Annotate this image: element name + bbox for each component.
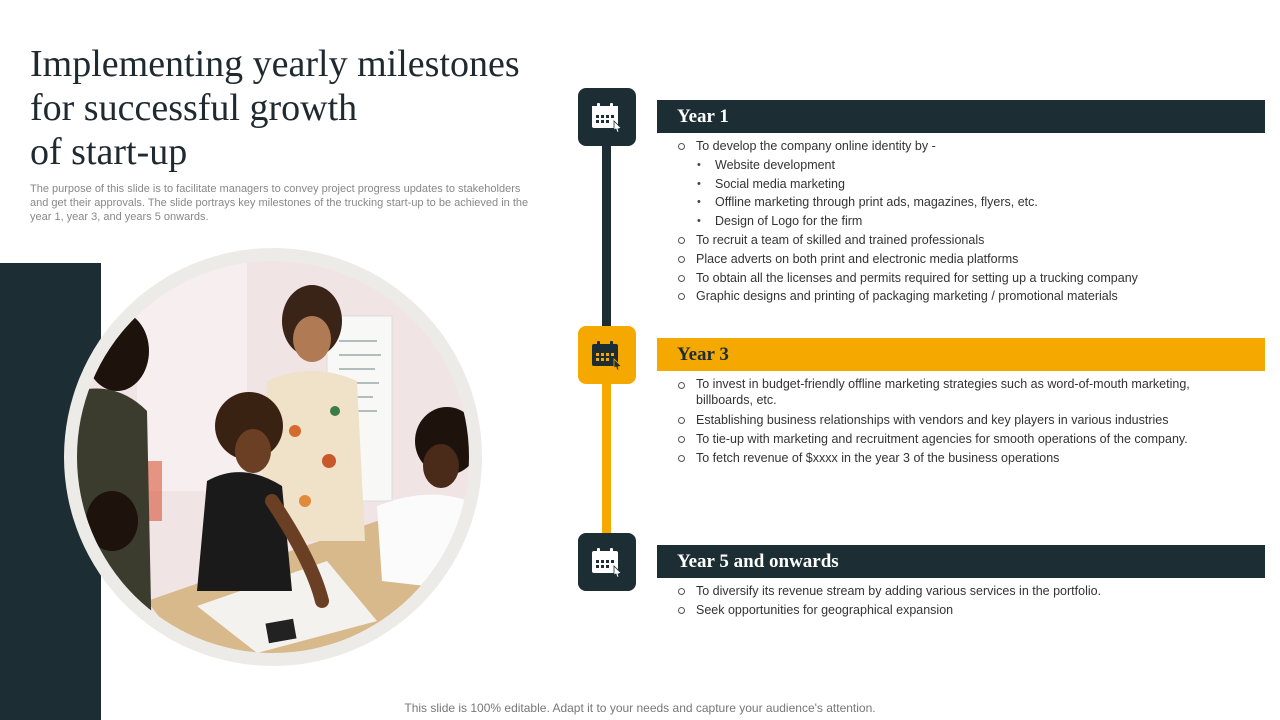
list-item: Establishing business relationships with vendors and key players in various industries (676, 411, 1236, 430)
year3-calendar-icon (578, 326, 636, 384)
team-photo (77, 261, 469, 653)
list-item: Graphic designs and printing of packaging marketing / promotional materials (676, 287, 1256, 306)
timeline-connector-year1 (602, 140, 611, 330)
year5-list (676, 582, 1256, 620)
year5-heading: Year 5 and onwards (657, 545, 1265, 578)
year3-heading: Year 3 (657, 338, 1265, 371)
slide-footer: This slide is 100% editable. Adapt it to your needs and capture your audience's attention. (404, 701, 876, 715)
timeline-connector-year3 (602, 378, 611, 538)
list-item: Seek opportunities for geographical expansion (676, 601, 1256, 620)
list-item: To tie-up with marketing and recruitment agencies for smooth operations of the company. (676, 430, 1236, 449)
list-item: • Social media marketing (676, 175, 1256, 194)
list-item: To fetch revenue of $xxxx in the year 3 of the business operations (676, 449, 1236, 468)
list-item: To invest in budget-friendly offline marketing strategies such as word-of-mouth marketing, billboards, etc. (676, 376, 1236, 408)
year1-calendar-icon (578, 88, 636, 146)
year1-heading: Year 1 (657, 100, 1265, 133)
list-item: To diversify its revenue stream by adding various services in the portfolio. (676, 582, 1256, 601)
title-line-2: for successful growth (30, 87, 358, 129)
year3-list (676, 376, 1236, 467)
slide-subtitle: The purpose of this slide is to facilitate managers to convey project progress updates to stakeholders and get their approvals. The slide portrays key milestones of the trucking start-up to be achieved in the year 1, year 3, and years 5 onwards. (30, 183, 529, 223)
list-item: • Website development (676, 156, 1256, 175)
list-item: To recruit a team of skilled and trained professionals (676, 231, 1256, 250)
year5-calendar-icon (578, 533, 636, 591)
list-item: To obtain all the licenses and permits required for setting up a trucking company (676, 269, 1256, 288)
list-item: • Design of Logo for the firm (676, 212, 1256, 231)
title-line-3: of start-up (30, 131, 188, 173)
year1-list (676, 137, 1256, 306)
title-line-1: Implementing yearly milestones (30, 43, 520, 85)
list-item: Place adverts on both print and electronic media platforms (676, 250, 1256, 269)
list-item: • Offline marketing through print ads, magazines, flyers, etc. (676, 193, 1256, 212)
slide-title (30, 42, 590, 174)
list-item: To develop the company online identity by - (676, 137, 1256, 156)
